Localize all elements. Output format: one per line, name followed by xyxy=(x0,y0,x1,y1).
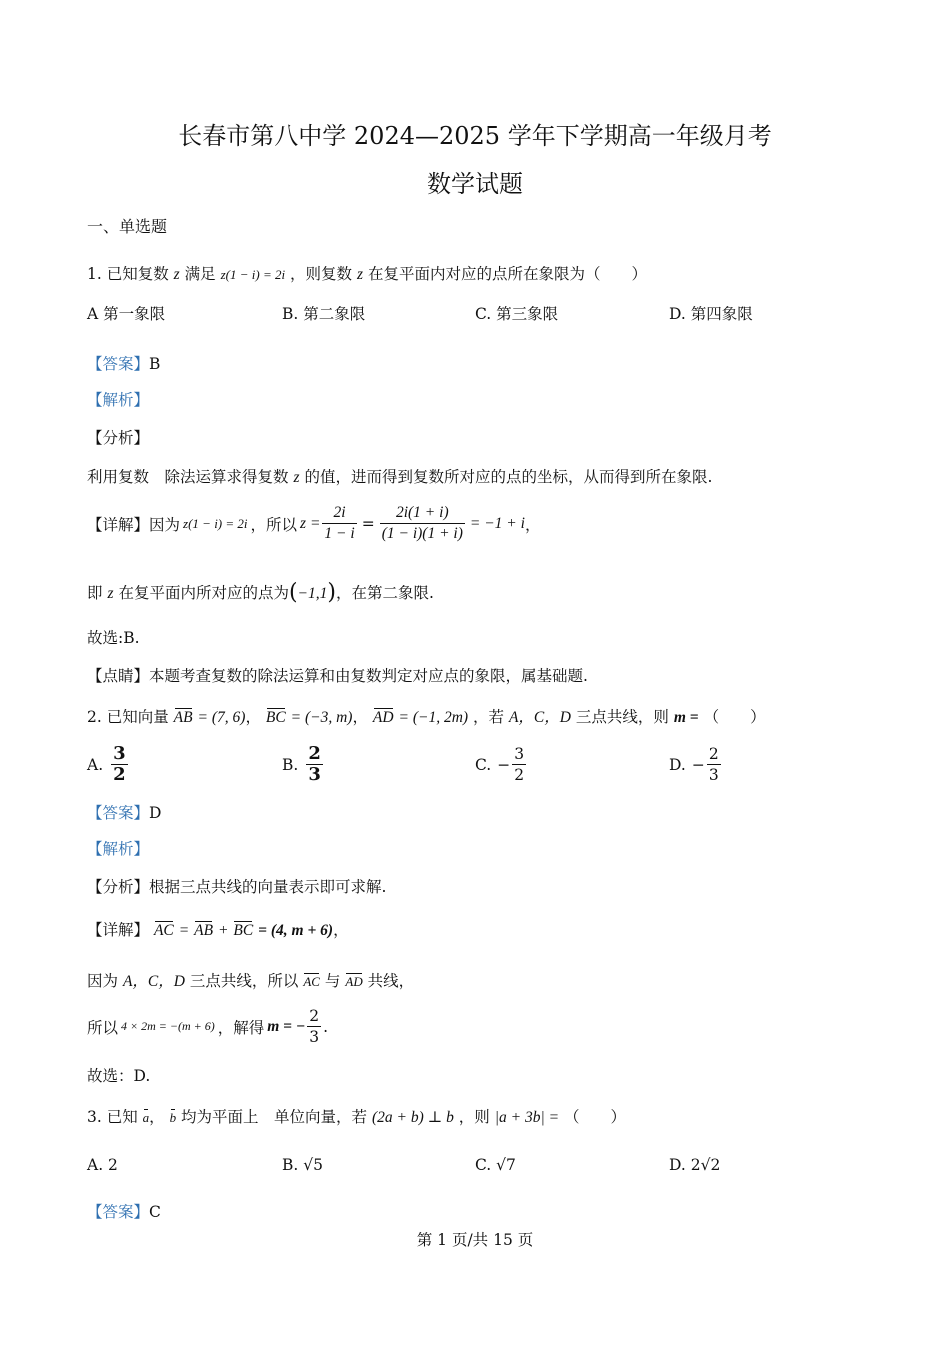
q2-answer-value: D xyxy=(149,804,162,822)
q1-fraction-1-num: 2i xyxy=(322,503,356,524)
q2-line3-num: 2 xyxy=(309,1007,320,1025)
q2-choose: 故选：D. xyxy=(87,1067,151,1085)
q2-ad-value: = (−1, 2m) xyxy=(398,709,469,726)
q1-detail-text: 因为 xyxy=(149,515,181,534)
q2-plus-sign: + xyxy=(217,922,229,939)
answer-tag: 【答案】 xyxy=(87,1203,150,1221)
q2-line2-text: 因为 xyxy=(87,972,119,990)
q2-line3-text: 所以 xyxy=(87,1018,119,1037)
q2-option-b xyxy=(282,744,325,785)
q1-jiexi-tag: 【解析】 xyxy=(87,391,150,409)
q2-stem-text-3: 三点共线，则 xyxy=(575,708,669,726)
q1-point-text: 即 xyxy=(87,584,103,602)
q2-option-b-fraction xyxy=(306,744,323,785)
q2-option-b-num: 2 xyxy=(308,743,321,764)
q2-option-a-num: 3 xyxy=(113,743,126,764)
q2-line3-equation: 4 × 2m = −(m + 6) xyxy=(121,1019,215,1033)
q2-option-d-num: 2 xyxy=(708,745,719,763)
q2-ab-value: = (7, 6) xyxy=(197,709,246,726)
q1-fraction-2 xyxy=(380,503,465,544)
q1-point-text-2: 在复平面内所对应的点为 xyxy=(118,584,289,602)
q3-option-b: B. √5 xyxy=(282,1156,323,1174)
q3-vector-a: a xyxy=(142,1110,150,1125)
q2-vector-ad: AD xyxy=(372,709,394,726)
q2-line3-fraction xyxy=(307,1006,321,1047)
q1-detail-result: = −1 + i xyxy=(469,514,525,532)
q3-stem-text-4: （ ） xyxy=(564,1108,627,1126)
q1-point-value: −1,1 xyxy=(297,585,328,602)
q1-fenxi-tag: 【分析】 xyxy=(87,429,150,447)
q2-line2 xyxy=(87,969,414,991)
xiangjie-tag: 【详解】 xyxy=(87,515,150,534)
q1-var-z-3: z xyxy=(293,469,300,486)
q3-answer-value: C xyxy=(149,1203,161,1221)
question-3-stem xyxy=(87,1105,626,1127)
q1-detail-z: z = xyxy=(300,514,321,532)
q1-point: 即 z 在复平面内所对应的点为(−1,1)，在第二象限. xyxy=(87,580,434,605)
q2-ac-value: = (4, m + 6) xyxy=(258,922,334,939)
xiangjie-tag: 【详解】 xyxy=(87,921,150,939)
q2-option-a-den: 2 xyxy=(113,764,126,785)
q2-detail xyxy=(87,918,349,940)
q2-eq-sign: = xyxy=(178,922,190,939)
q2-line2-points: A，C，D xyxy=(122,973,185,990)
page-title: 长春市第八中学 2024—2025 学年下学期高一年级月考 xyxy=(178,122,772,150)
q1-stem-text-2: 满足 xyxy=(184,265,216,283)
q1-stem-text-3: ，则复数 xyxy=(290,265,353,283)
q3-stem-text: 3. 已知 xyxy=(87,1108,138,1126)
q1-var-z-2: z xyxy=(356,266,364,283)
q2-line2-text-2: 三点共线，所以 xyxy=(189,972,299,990)
q2-option-c-den: 2 xyxy=(514,766,525,784)
q3-option-c: C. √7 xyxy=(475,1156,516,1174)
q1-answer xyxy=(87,352,160,374)
q2-eq-end: ， xyxy=(333,921,349,939)
q2-line3-end: . xyxy=(323,1017,329,1036)
q2-option-a xyxy=(87,744,130,785)
q1-analysis xyxy=(87,465,712,487)
q2-option-b-den: 3 xyxy=(308,764,321,785)
q2-line3 xyxy=(87,1006,328,1047)
q1-stem-text: 1. 已知复数 xyxy=(87,265,169,283)
q2-line3-den: 3 xyxy=(309,1028,320,1046)
q2-option-d-den: 3 xyxy=(708,766,719,784)
q2-vector-ab-2: AB xyxy=(194,922,214,939)
q2-bc-value: = (−3, m) xyxy=(290,709,353,726)
q1-comment-text: 本题考查复数的除法运算和由复数判定对应点的象限，属基础题. xyxy=(149,667,588,685)
answer-tag: 【答案】 xyxy=(87,355,150,373)
q2-vector-bc-2: BC xyxy=(233,922,254,939)
q1-comment xyxy=(87,664,588,686)
q3-vector-b: b xyxy=(169,1110,177,1125)
q3-comma: ， xyxy=(149,1108,165,1126)
q1-choose: 故选:B. xyxy=(87,629,140,647)
q2-vector-ab: AB xyxy=(173,709,193,726)
q2-option-d-sign: − xyxy=(691,755,705,774)
q1-var-z-4: z xyxy=(107,585,114,602)
q2-jiexi-tag: 【解析】 xyxy=(87,840,150,858)
q2-option-c-num: 3 xyxy=(514,745,525,763)
q1-fraction-2-den: (1 − i)(1 + i) xyxy=(381,525,463,542)
q2-m: m = xyxy=(673,709,699,726)
q2-line3-text-2: ，解得 xyxy=(217,1018,265,1037)
q2-option-c xyxy=(475,744,528,785)
fenxi-tag: 【分析】 xyxy=(87,878,150,896)
q2-option-c-sign: − xyxy=(497,755,511,774)
page-number: 第 1 页/共 15 页 xyxy=(416,1231,534,1249)
q2-option-d xyxy=(669,744,723,785)
q3-stem-text-2: 均为平面上 单位向量，若 xyxy=(181,1108,368,1126)
q1-fraction-1-den: 1 − i xyxy=(324,525,355,542)
question-2-stem: 2. 已知向量 AB = (7, 6)， BC = (−3, m)， AD = (−1, 2m) ，若 A，C，D 三点共线，则 m = （ ） xyxy=(87,708,766,726)
q2-line3-m: m = − xyxy=(267,1017,306,1035)
question-1-stem xyxy=(87,262,647,284)
q2-analysis xyxy=(87,875,386,897)
q1-detail: 【详解】 因为 z(1 − i) = 2i ，所以 z = $\frac{2i}{1 - i}$ = $\frac{2i(1 + i)}{(1 - i)(1 + i)}$ = −1 + i ， xyxy=(87,504,541,542)
q1-analysis-text-2: 的值，进而得到复数所对应的点的坐标，从而得到所在象限. xyxy=(304,468,713,486)
q1-point-text-3: ，在第二象限. xyxy=(335,584,434,602)
page-subtitle: 数学试题 xyxy=(427,170,523,198)
q1-option-d: D. 第四象限 xyxy=(669,305,753,323)
q2-option-c-letter: C. xyxy=(475,755,492,774)
dianjing-tag: 【点睛】 xyxy=(87,667,150,685)
q2-option-a-letter: A. xyxy=(87,755,104,774)
q2-line2-ad: AD xyxy=(345,974,363,989)
q2-answer xyxy=(87,801,161,823)
q3-condition: (2a + b) ⊥ b xyxy=(372,1109,454,1126)
q1-option-b: B. 第二象限 xyxy=(282,305,366,323)
q2-line2-ac: AC xyxy=(303,974,320,989)
q2-analysis-text: 根据三点共线的向量表示即可求解. xyxy=(149,878,387,896)
q3-answer xyxy=(87,1200,161,1222)
q2-stem-text-4: （ ） xyxy=(703,708,766,726)
q3-option-d: D. 2√2 xyxy=(669,1156,721,1174)
q1-analysis-text: 利用复数 除法运算求得复数 xyxy=(87,468,289,486)
q2-line2-text-3: 与 xyxy=(324,972,341,990)
q1-option-a: A 第一象限 xyxy=(87,305,166,323)
q1-condition-formula: z(1 − i) = 2i xyxy=(220,267,286,282)
q1-var-z: z xyxy=(173,266,180,283)
q3-option-a: A. 2 xyxy=(87,1156,118,1174)
q1-stem-text-4: 在复平面内对应的点所在象限为（ ） xyxy=(367,265,647,283)
q2-vector-ac: AC xyxy=(153,922,174,939)
section-heading: 一、单选题 xyxy=(87,217,168,236)
q2-stem-text: 2. 已知向量 xyxy=(87,708,169,726)
q2-stem-text-2: ，若 xyxy=(473,708,505,726)
q2-option-c-fraction xyxy=(512,744,526,785)
q2-option-a-fraction xyxy=(111,744,128,785)
q2-vector-bc: BC xyxy=(265,709,286,726)
q1-detail-formula: z(1 − i) = 2i xyxy=(183,515,248,531)
q2-line2-text-4: 共线， xyxy=(367,972,415,990)
q1-detail-end: ， xyxy=(524,515,541,534)
q1-fraction-1 xyxy=(322,503,356,544)
q1-fraction-2-num: 2i(1 + i) xyxy=(380,503,465,524)
q1-detail-text-2: ，所以 xyxy=(250,515,298,534)
q2-option-d-letter: D. xyxy=(669,755,686,774)
q1-answer-value: B xyxy=(149,355,161,373)
q1-option-c: C. 第三象限 xyxy=(475,305,559,323)
q3-expression: |a + 3b| = xyxy=(494,1109,560,1126)
answer-tag: 【答案】 xyxy=(87,804,150,822)
q2-option-b-letter: B. xyxy=(282,755,299,774)
q3-stem-text-3: ，则 xyxy=(458,1108,490,1126)
q2-points: A，C，D xyxy=(508,709,571,726)
q2-option-d-fraction xyxy=(707,744,721,785)
